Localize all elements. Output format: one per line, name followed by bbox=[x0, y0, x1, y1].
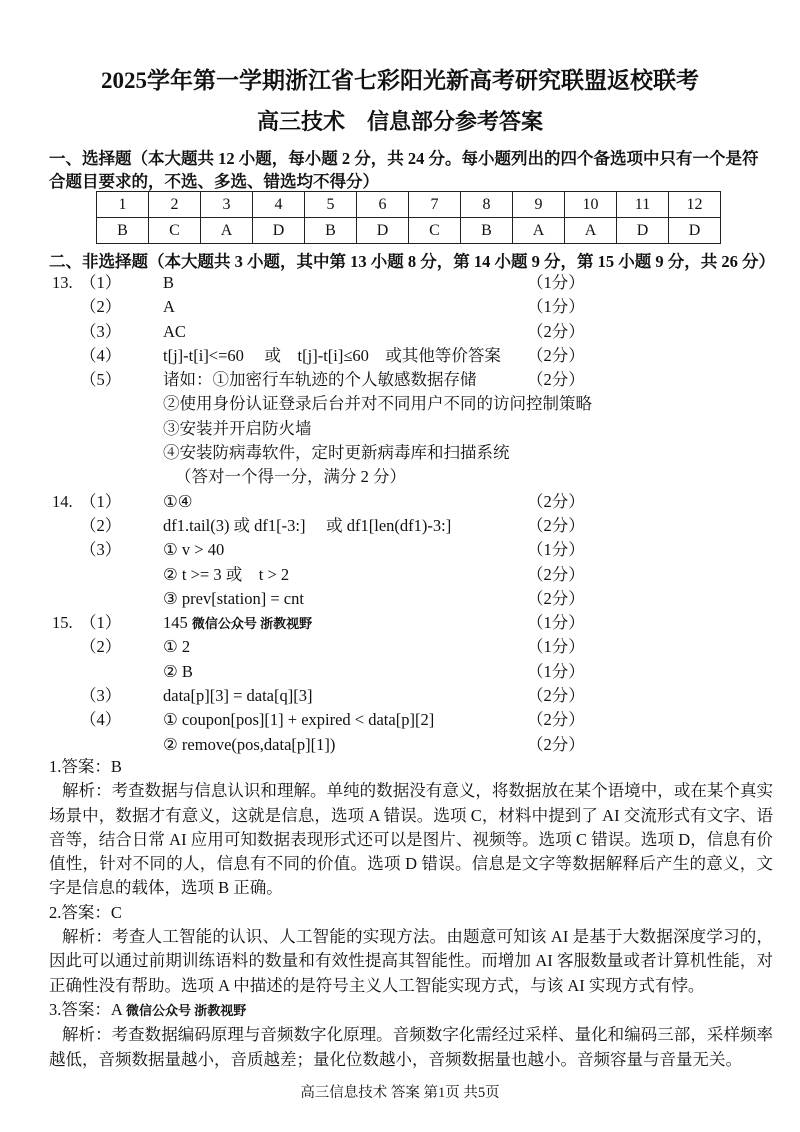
score-label: （1分） bbox=[527, 613, 585, 633]
question-number-cell: 5 bbox=[305, 192, 357, 218]
answer-value: ① 2 bbox=[163, 637, 191, 657]
score-label: （2分） bbox=[527, 734, 585, 754]
score-label: （2分） bbox=[527, 588, 585, 608]
answer-value: ② B bbox=[163, 661, 193, 681]
explanations bbox=[49, 755, 773, 1072]
answer-text bbox=[163, 368, 477, 392]
section1-heading-line1: 一、选择题（本大题共 12 小题，每小题 2 分，共 24 分。每小题列出的四个备选项中只有一个是符 bbox=[49, 149, 759, 168]
answer-cell: B bbox=[97, 218, 149, 244]
answer-cell: C bbox=[149, 218, 201, 244]
answer-line bbox=[0, 417, 800, 441]
question-number-cell: 3 bbox=[201, 192, 253, 218]
answer-cell: D bbox=[357, 218, 409, 244]
score-label: （2分） bbox=[527, 345, 585, 365]
section1-heading-line2: 合题目要求的，不选、多选、错选均不得分） bbox=[49, 172, 379, 191]
answer-value: 诸如：①加密行车轨迹的个人敏感数据存储 bbox=[163, 370, 477, 390]
answer-text bbox=[163, 271, 174, 295]
answer-value: t[j]-t[i]<=60 或 t[j]-t[i]≤60 或其他等价答案 bbox=[163, 345, 501, 365]
answer-line bbox=[0, 271, 800, 295]
answer-value: data[p][3] = data[q][3] bbox=[163, 686, 313, 706]
answer-line bbox=[0, 660, 800, 684]
answer-text bbox=[163, 733, 335, 757]
answer-text bbox=[163, 611, 312, 636]
answer-value: df1.tail(3) 或 df1[-3:] 或 df1[len(df1)-3:] bbox=[163, 515, 452, 535]
answer-heading bbox=[49, 755, 773, 779]
answer-line bbox=[0, 708, 800, 732]
answer-value: 145 bbox=[163, 613, 188, 633]
score-label: （1分） bbox=[527, 637, 585, 657]
answer-line bbox=[0, 733, 800, 757]
answer-value: ③安装并开启防火墙 bbox=[163, 418, 312, 438]
score-label: （2分） bbox=[527, 710, 585, 730]
sub-question-label: （5） bbox=[80, 370, 122, 390]
answer-value: ④安装防病毒软件，定时更新病毒库和扫描系统 bbox=[163, 443, 510, 463]
answer-text bbox=[163, 490, 193, 514]
question-number-cell: 8 bbox=[461, 192, 513, 218]
answer-line bbox=[0, 563, 800, 587]
answer-line bbox=[0, 611, 800, 635]
answer-table bbox=[96, 191, 721, 244]
answer-cell: C bbox=[409, 218, 461, 244]
answer-line bbox=[0, 465, 800, 489]
score-label: （1分） bbox=[527, 273, 585, 292]
answer-heading bbox=[49, 998, 773, 1023]
answer-value: ①④ bbox=[163, 491, 193, 511]
answer-line bbox=[0, 441, 800, 465]
question-number-cell: 12 bbox=[669, 192, 721, 218]
answer-text bbox=[163, 660, 193, 684]
answer-cell: B bbox=[305, 218, 357, 244]
answer-list bbox=[0, 271, 800, 757]
answer-text bbox=[163, 417, 312, 441]
answer-text bbox=[163, 344, 501, 368]
sub-question-label: （1） bbox=[80, 613, 122, 633]
answer-text bbox=[163, 684, 312, 708]
answer-line bbox=[0, 684, 800, 708]
question-number-cell: 10 bbox=[565, 192, 617, 218]
section2-heading: 二、非选择题（本大题共 3 小题，其中第 13 小题 8 分，第 14 小题 9 分，第 15 小题 9 分，共 26 分） bbox=[49, 252, 775, 271]
score-label: （1分） bbox=[527, 540, 585, 560]
answer-line bbox=[0, 587, 800, 611]
answer-value: ② t >= 3 或 t > 2 bbox=[163, 564, 290, 584]
sub-question-label: （3） bbox=[80, 321, 122, 341]
answer-line bbox=[0, 635, 800, 659]
page-subtitle: 高三技术 信息部分参考答案 bbox=[256, 109, 543, 134]
answer-value: B bbox=[163, 273, 175, 292]
answer-line bbox=[0, 320, 800, 344]
sub-question-label: （3） bbox=[80, 686, 122, 706]
score-label: （2分） bbox=[527, 515, 585, 535]
answer-value: ① v > 40 bbox=[163, 540, 225, 560]
watermark-text: 微信公众号 浙教视野 bbox=[126, 1002, 247, 1018]
answer-heading bbox=[49, 901, 773, 925]
answer-value: AC bbox=[163, 321, 186, 341]
analysis-paragraph: 解析：考查人工智能的认识、人工智能的实现方法。由题意可知该 AI 是基于大数据深度学习的，因此可以通过前期训练语料的数量和有效性提高其智能性。而增加 AI 客服数量或者计算机性能，对正确性没有帮助。选项 A 中描述的是符号主义人工智能实现方式，与该 AI 实现方式有悖。 bbox=[49, 927, 773, 995]
answer-cell: D bbox=[617, 218, 669, 244]
question-number-cell: 6 bbox=[357, 192, 409, 218]
answer-line bbox=[0, 344, 800, 368]
answer-text bbox=[175, 465, 406, 489]
score-label: （2分） bbox=[527, 370, 585, 390]
answer-text bbox=[163, 441, 510, 465]
sub-question-label: （2） bbox=[80, 515, 122, 535]
answer-label: 1.答案：B bbox=[49, 757, 122, 776]
analysis-paragraph: 解析：考查数据编码原理与音频数字化原理。音频数字化需经过采样、量化和编码三部，采样频率越低，音频数据量越小，音质越差；量化位数越小，音频数据量也越小。音频容量与音量无关。 bbox=[49, 1025, 773, 1069]
page-footer: 高三信息技术 答案 第1页 共5页 bbox=[300, 1085, 500, 1101]
answer-line bbox=[0, 368, 800, 392]
sub-question-label: （1） bbox=[80, 273, 122, 292]
question-number-cell: 11 bbox=[617, 192, 669, 218]
answer-value: ① coupon[pos][1] + expired < data[p][2] bbox=[163, 710, 435, 730]
answer-label: 3.答案：A bbox=[49, 999, 122, 1019]
score-label: （1分） bbox=[527, 661, 585, 681]
question-number-cell: 7 bbox=[409, 192, 461, 218]
answer-value: （答对一个得一分，满分 2 分） bbox=[175, 467, 406, 487]
sub-question-label: （3） bbox=[80, 540, 122, 560]
answer-text bbox=[163, 587, 304, 611]
question-number-cell: 1 bbox=[97, 192, 149, 218]
answer-value: ②使用身份认证登录后台并对不同用户不同的访问控制策略 bbox=[163, 394, 592, 414]
answer-value: A bbox=[163, 297, 175, 317]
answer-line bbox=[0, 538, 800, 562]
sub-question-label: （2） bbox=[80, 637, 122, 657]
watermark-text: 微信公众号 浙教视野 bbox=[191, 616, 313, 632]
question-number: 13. bbox=[52, 273, 73, 292]
question-number-cell: 2 bbox=[149, 192, 201, 218]
answer-cell: A bbox=[201, 218, 253, 244]
answer-text bbox=[163, 708, 434, 732]
answer-value: ③ prev[station] = cnt bbox=[163, 588, 304, 608]
answer-cell: D bbox=[253, 218, 305, 244]
score-label: （2分） bbox=[527, 491, 585, 511]
table-row-numbers bbox=[97, 192, 721, 218]
question-number-cell: 9 bbox=[513, 192, 565, 218]
answer-line bbox=[0, 392, 800, 416]
table-row-answers bbox=[97, 218, 721, 244]
answer-text bbox=[163, 392, 592, 416]
question-number-cell: 4 bbox=[253, 192, 305, 218]
answer-text bbox=[163, 514, 451, 538]
sub-question-label: （4） bbox=[80, 345, 122, 365]
answer-label: 2.答案：C bbox=[49, 902, 122, 922]
question-number: 15. bbox=[52, 613, 73, 633]
answer-cell: B bbox=[461, 218, 513, 244]
question-number: 14. bbox=[52, 491, 73, 511]
answer-value: ② remove(pos,data[p][1]) bbox=[163, 734, 336, 754]
score-label: （2分） bbox=[527, 686, 585, 706]
score-label: （1分） bbox=[527, 297, 585, 317]
answer-text bbox=[163, 563, 289, 587]
score-label: （2分） bbox=[527, 564, 585, 584]
score-label: （2分） bbox=[527, 321, 585, 341]
answer-cell: D bbox=[669, 218, 721, 244]
answer-cell: A bbox=[513, 218, 565, 244]
answer-text bbox=[163, 295, 175, 319]
analysis-paragraph: 解析：考查数据与信息认识和理解。单纯的数据没有意义，将数据放在某个语境中，或在某个真实场景中，数据才有意义，这就是信息，选项 A 错误。选项 C，材料中提到了 AI 交流形式有文字、语音等，结合日常 AI 应用可知数据表现形式还可以是图片、视频等。选项 C 错误。选项 D，信息有价值性，针对不同的人，信息有不同的价值。选项 D 错误。信息是文字等数据解释后产生的意义，文字是信息的载体，选项 B 正确。 bbox=[49, 781, 773, 898]
sub-question-label: （1） bbox=[80, 491, 122, 511]
answer-line bbox=[0, 490, 800, 514]
answer-text bbox=[163, 320, 186, 344]
page-title: 2025学年第一学期浙江省七彩阳光新高考研究联盟返校联考 bbox=[101, 68, 699, 93]
answer-cell: A bbox=[565, 218, 617, 244]
answer-line bbox=[0, 514, 800, 538]
answer-text bbox=[163, 538, 224, 562]
sub-question-label: （2） bbox=[80, 297, 122, 317]
sub-question-label: （4） bbox=[80, 710, 122, 730]
answer-text bbox=[163, 635, 190, 659]
answer-line bbox=[0, 295, 800, 319]
